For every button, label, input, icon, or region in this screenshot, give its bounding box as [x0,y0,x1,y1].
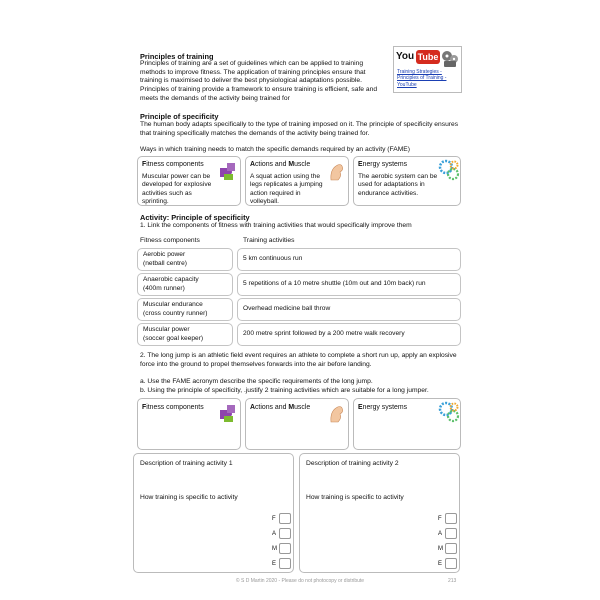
checkbox-m[interactable] [445,543,457,554]
activity-heading: Activity: Principle of specificity [140,213,250,222]
letter-f: F [438,516,442,522]
training-activity-2-title: Description of training activity 2 [306,460,399,467]
answer-energy-title: Energy systems [358,404,408,411]
answer-actions-title: Actions and Muscle [250,404,311,411]
checkbox-a[interactable] [279,528,291,539]
fame-fitness-body: Muscular power can be developed for explosive activities such as sprinting. [142,172,212,206]
fame-fitness-box [137,156,241,206]
youtube-logo-tube: Tube [417,52,439,62]
letter-e: E [272,561,277,567]
component-pill[interactable]: Aerobic power (netball centre) [137,248,233,271]
page-number: 213 [448,578,457,584]
film-reel-icon [440,50,460,68]
specificity-heading: Principle of specificity [140,112,219,121]
checkbox-f[interactable] [445,513,457,524]
fame-energy-body: The aerobic system can be used for adaptations in endurance activities. [358,172,438,197]
activity-pill[interactable]: 5 km continuous run [237,248,461,271]
gears-icon [438,159,460,181]
letter-a: A [438,531,443,537]
checkbox-f[interactable] [279,513,291,524]
specificity-body: The human body adapts specifically to the type of training imposed on it. The principle of specificity ensures that training specifically matches the demands of the activity being trained for. [140,121,459,137]
question-2a: a. Use the FAME acronym describe the specific requirements of the long jump. [140,378,373,385]
answer-energy-box[interactable] [353,398,461,450]
component-pill[interactable]: Muscular endurance (cross country runner) [137,298,233,321]
training-activity-1-specific: How training is specific to activity [140,494,238,501]
principles-heading: Principles of training [140,52,214,61]
fame-energy-box [353,156,461,206]
training-activity-2-box[interactable] [299,453,460,573]
col-header-fitness: Fitness components [140,237,200,244]
fame-energy-title: Energy systems [358,161,408,168]
fame-actions-box [245,156,349,206]
col-header-activities: Training activities [243,237,295,244]
checkbox-m[interactable] [279,543,291,554]
component-pill[interactable]: Anaerobic capacity (400m runner) [137,273,233,296]
gears-icon [438,401,460,423]
answer-fitness-box[interactable] [137,398,241,450]
checkbox-a[interactable] [445,528,457,539]
question-1: 1. Link the components of fitness with training activities that would specifically improve them [140,222,412,229]
training-activity-1-box[interactable] [133,453,294,573]
letter-m: M [272,546,277,552]
activity-pill[interactable]: 5 repetitions of a 10 metre shuttle (10m out and 10m back) run [237,273,461,296]
checkbox-e[interactable] [445,558,457,569]
muscle-arm-icon [328,160,346,182]
activity-pill[interactable]: Overhead medicine ball throw [237,298,461,321]
letter-f: F [272,516,276,522]
training-activity-1-title: Description of training activity 1 [140,460,233,467]
puzzle-icon [218,160,238,182]
activity-pill[interactable]: 200 metre sprint followed by a 200 metre walk recovery [237,323,461,346]
fame-actions-body: A squat action using the legs replicates a jumping action required in volleyball. [250,172,323,206]
fame-fitness-title: Fitness components [142,161,204,168]
puzzle-icon [218,402,238,424]
checkbox-e[interactable] [279,558,291,569]
component-pill[interactable]: Muscular power (soccer goal keeper) [137,323,233,346]
letter-m: M [438,546,443,552]
question-2: 2. The long jump is an athletic field event requires an athlete to complete a short run up, apply an explosive force into the ground to propel themselves forwards into the air before landing. [140,352,457,368]
muscle-arm-icon [328,402,346,424]
youtube-video-link[interactable]: Training Strategies - Principles of Training - YouTube [397,69,447,88]
training-activity-2-specific: How training is specific to activity [306,494,404,501]
answer-fitness-title: Fitness components [142,404,204,411]
question-2b: b. Using the principle of specificity, .justify 2 training activities which are suitable for a long jumper. [140,387,429,394]
principles-body: Principles of training are a set of guidelines which can be applied to training methods to improve fitness. The application of training principles ensure that training is maximised to deliver the best physiological adaptations possible. Principles of training provide a framework to ensure training is efficient, safe and meets the demands of the activity being trained for [140,60,378,102]
youtube-logo [396,49,440,67]
letter-e: E [438,561,443,567]
fame-actions-title: Actions and Muscle [250,161,311,168]
youtube-logo-you: You [396,51,415,62]
fame-intro: Ways in which training needs to match the specific demands required by an activity (FAME) [140,146,410,153]
letter-a: A [272,531,277,537]
footer-copyright: © S D Martin 2020 - Please do not photocopy or distribute [235,578,365,584]
youtube-link-box[interactable] [393,46,462,93]
answer-actions-box[interactable] [245,398,349,450]
